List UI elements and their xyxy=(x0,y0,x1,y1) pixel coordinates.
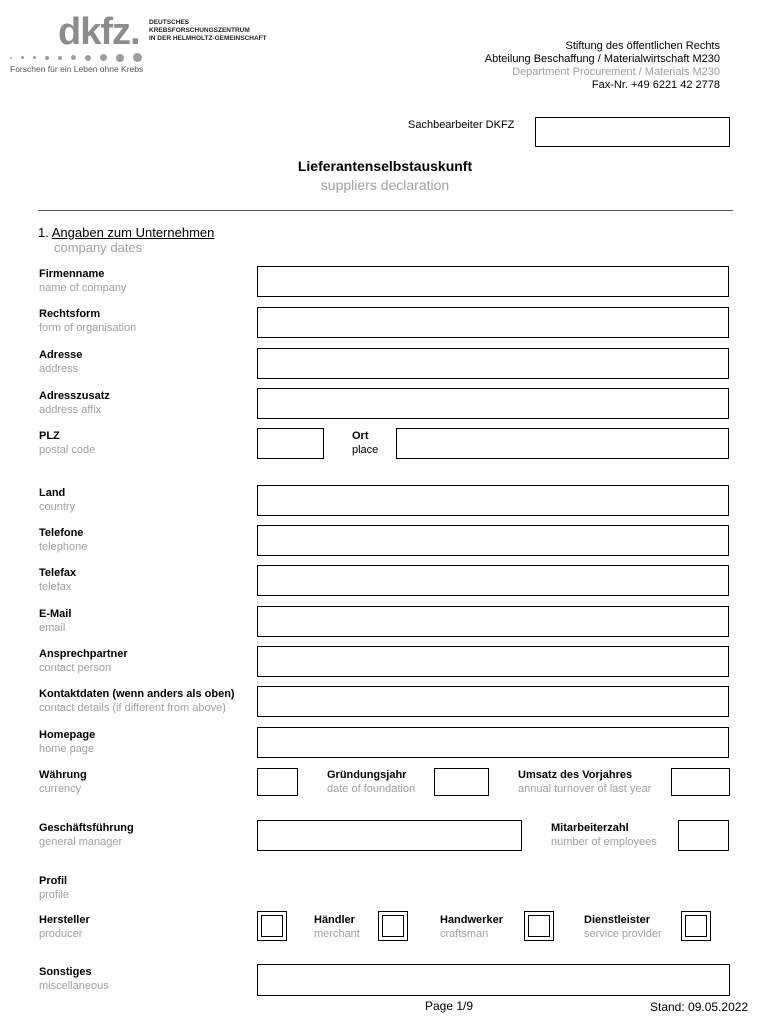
address-affix-label: Adresszusatz xyxy=(39,390,110,402)
telephone-field[interactable] xyxy=(257,525,729,556)
manager-label: Geschäftsführung xyxy=(39,822,134,834)
legal-form-label: Rechtsform xyxy=(39,308,101,320)
merchant-label: Händler xyxy=(314,914,355,926)
logo-org-line2: KREBSFORSCHUNGSZENTRUM xyxy=(149,27,250,34)
clerk-field[interactable] xyxy=(535,117,730,147)
service-provider-label: Dienstleister xyxy=(584,914,651,926)
craftsman-sublabel: craftsman xyxy=(440,928,489,940)
merchant-checkbox[interactable] xyxy=(378,911,408,941)
employees-field[interactable] xyxy=(678,820,729,851)
craftsman-checkbox[interactable] xyxy=(524,911,554,941)
producer-checkbox[interactable] xyxy=(257,911,287,941)
turnover-sublabel: annual turnover of last year xyxy=(518,783,652,795)
logo-org-line3: IN DER HELMHOLTZ-GEMEINSCHAFT xyxy=(149,35,267,42)
logo-org-line1: DEUTSCHES xyxy=(149,19,190,26)
producer-label: Hersteller xyxy=(39,914,90,926)
employees-sublabel: number of employees xyxy=(551,836,657,848)
place-field[interactable] xyxy=(396,428,729,459)
profile-label: Profil xyxy=(39,875,68,887)
misc-label: Sonstiges xyxy=(39,966,92,978)
page-number: Page 1/9 xyxy=(425,999,474,1013)
section-title: Angaben zum Unternehmen xyxy=(51,225,215,240)
homepage-label: Homepage xyxy=(39,729,96,741)
service-provider-sublabel: service provider xyxy=(584,928,662,940)
place-sublabel: place xyxy=(352,444,379,456)
country-label: Land xyxy=(39,487,66,499)
currency-label: Währung xyxy=(39,769,87,781)
contact-person-label: Ansprechpartner xyxy=(39,648,128,660)
postal-code-sublabel: postal code xyxy=(39,444,96,456)
logo-slogan: Forschen für ein Leben ohne Krebs xyxy=(10,64,144,74)
header-address xyxy=(485,40,720,92)
telefax-label: Telefax xyxy=(39,567,77,579)
misc-field[interactable] xyxy=(257,964,730,996)
logo-organization-name xyxy=(149,19,267,43)
address-affix-sublabel: address affix xyxy=(39,404,102,416)
section-subtitle: company dates xyxy=(54,240,143,255)
manager-sublabel: general manager xyxy=(39,836,123,848)
country-field[interactable] xyxy=(257,485,729,516)
clerk-label: Sachbearbeiter DKFZ xyxy=(408,119,515,131)
merchant-sublabel: merchant xyxy=(314,928,360,940)
postal-code-field[interactable] xyxy=(257,428,324,459)
legal-form-field[interactable] xyxy=(257,307,729,338)
address-label: Adresse xyxy=(39,349,83,361)
address-affix-field[interactable] xyxy=(257,388,729,419)
company-name-label: Firmenname xyxy=(39,268,105,280)
address-field[interactable] xyxy=(257,348,729,379)
profile-sublabel: profile xyxy=(39,889,69,901)
telephone-sublabel: telephone xyxy=(39,541,88,553)
header-line1: Stiftung des öffentlichen Rechts xyxy=(565,40,720,52)
misc-sublabel: miscellaneous xyxy=(39,980,109,992)
revision-date: Stand: 09.05.2022 xyxy=(650,1000,749,1014)
contact-details-label: Kontaktdaten (wenn anders als oben) xyxy=(39,688,235,700)
telefax-sublabel: telefax xyxy=(39,581,72,593)
header-fax: Fax-Nr. +49 6221 42 2778 xyxy=(591,79,720,91)
manager-field[interactable] xyxy=(257,820,522,851)
email-field[interactable] xyxy=(257,606,729,637)
contact-details-field[interactable] xyxy=(257,686,729,717)
service-provider-checkbox[interactable] xyxy=(681,911,711,941)
section-number: 1. xyxy=(38,225,49,240)
founding-year-label: Gründungsjahr xyxy=(327,769,407,781)
telephone-label: Telefone xyxy=(39,527,84,539)
homepage-sublabel: home page xyxy=(39,743,95,755)
craftsman-label: Handwerker xyxy=(440,914,503,926)
email-label: E-Mail xyxy=(39,608,72,620)
currency-field[interactable] xyxy=(257,768,298,796)
telefax-field[interactable] xyxy=(257,565,729,596)
form-title: Lieferantenselbstauskunft xyxy=(297,158,473,174)
dkfz-logo: dkfz. xyxy=(58,11,140,53)
email-sublabel: email xyxy=(39,622,66,634)
header-line3: Department Procurement / Materials M230 xyxy=(512,66,720,78)
founding-year-field[interactable] xyxy=(434,768,489,796)
form-subtitle: suppliers declaration xyxy=(320,177,450,193)
employees-label: Mitarbeiterzahl xyxy=(551,822,629,834)
turnover-field[interactable] xyxy=(671,768,730,796)
currency-sublabel: currency xyxy=(39,783,82,795)
homepage-field[interactable] xyxy=(257,727,729,758)
turnover-label: Umsatz des Vorjahres xyxy=(518,769,633,781)
contact-person-field[interactable] xyxy=(257,646,729,677)
place-label: Ort xyxy=(352,430,369,442)
company-name-sublabel: name of company xyxy=(39,282,127,294)
section-heading xyxy=(38,225,214,240)
contact-details-sublabel: contact details (if different from above) xyxy=(39,702,226,714)
country-sublabel: country xyxy=(39,501,76,513)
title-divider xyxy=(38,210,733,211)
producer-sublabel: producer xyxy=(39,928,83,940)
address-sublabel: address xyxy=(39,363,79,375)
founding-year-sublabel: date of foundation xyxy=(327,783,416,795)
contact-person-sublabel: contact person xyxy=(39,662,112,674)
company-name-field[interactable] xyxy=(257,266,729,297)
legal-form-sublabel: form of organisation xyxy=(39,322,137,334)
header-line2: Abteilung Beschaffung / Materialwirtschaft M230 xyxy=(484,53,720,65)
postal-code-label: PLZ xyxy=(39,430,60,442)
